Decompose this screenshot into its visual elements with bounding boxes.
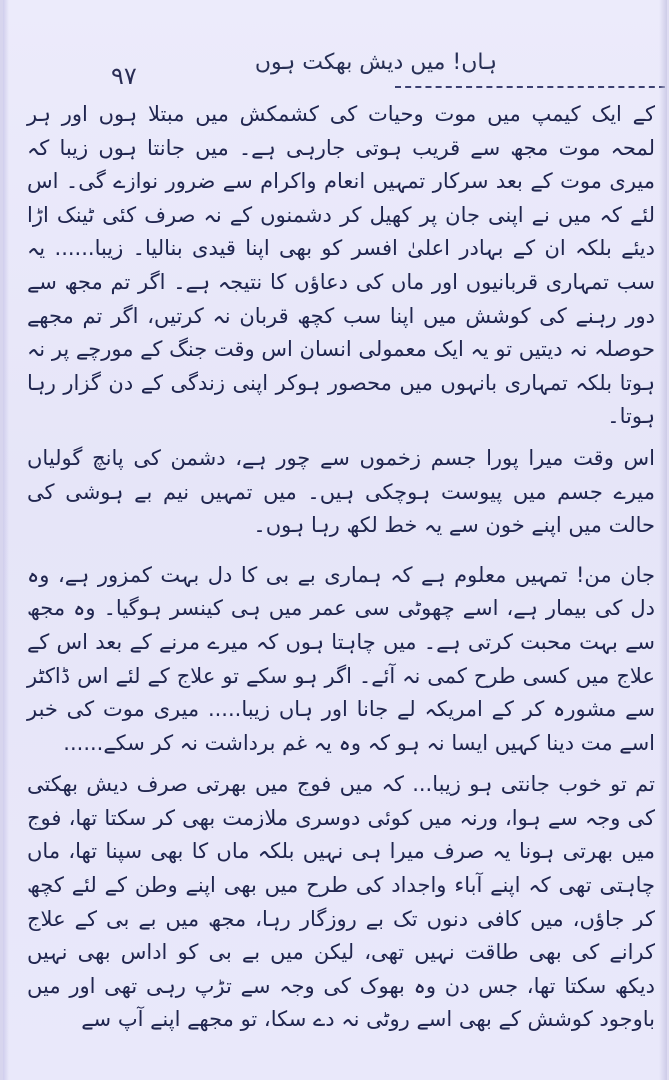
page-number: ٩٧ (111, 62, 137, 90)
paragraph-1: کے ایک کیمپ میں موت وحیات کی کشمکش میں مبتلا ہوں اور ہر لمحہ موت مجھ سے قریب ہوتی جارہی ہے۔ میں جانتا ہوں زیبا کہ میری موت کے بعد سرکار تمہیں انعام واکرام سے ضرور نوازے گی۔ اس لئے کہ میں نے اپنی جان پر کھیل کر دشمنوں کے نہ صرف کئی ٹینک اڑا دیئے بلکہ ان کے بہادر اعلیٰ افسر کو بھی اپنا قیدی بنالیا۔ زیبا...... یہ سب تمہاری قربانیوں اور ماں کی دعاؤں کا نتیجہ ہے۔ اگر تم مجھ سے دور رہنے کی کوشش میں اپنا سب کچھ قربان نہ کرتیں، اگر تم مجھے حوصلہ نہ دیتیں تو یہ ایک معمولی انسان اس وقت جنگ کے مورچے پر نہ ہوتا بلکہ تمہاری بانہوں میں محصور ہوکر اپنی زندگی کے دن گزار رہا ہوتا۔ (27, 102, 655, 429)
body-text (27, 98, 655, 1037)
running-title: ہاں! میں دیش بھکت ہوں (254, 50, 497, 75)
paragraph-2: اس وقت میرا پورا جسم زخموں سے چور ہے، دشمن کی پانچ گولیاں میرے جسم میں پیوست ہوچکی ہیں۔ میں تمہیں نیم بے ہوشی کی حالت میں اپنے خون سے یہ خط لکھ رہا ہوں۔ (27, 445, 655, 538)
paragraph-4: تم تو خوب جانتی ہو زیبا... کہ میں فوج میں بھرتی صرف دیش بھکتی کی وجہ سے ہوا، ورنہ میں کوئی دوسری ملازمت بھی کر سکتا تھا، فوج میں بھرتی ہونا یہ صرف میرا ہی نہیں بلکہ ماں کا بھی سپنا تھا، ماں چاہتی تھی کہ اپنے آباء واجداد کی طرح میں بھی اپنے وطن کے لئے کچھ کر جاؤں، میں کافی دنوں تک بے روزگار رہا، مجھ میں بے بی کے علاج کرانے کی بھی طاقت نہیں تھی، لیکن میں بے بی کو اداس بھی نہیں دیکھ سکتا تھا، جس دن وہ بھوک کی وجہ سے تڑپ رہی تھی اور میں باوجود کوشش کے بھی اسے روٹی نہ دے سکا، تو مجھے اپنے آپ سے (27, 772, 655, 1032)
page-right-edge (659, 0, 667, 1080)
page-left-edge (3, 0, 9, 1080)
paragraph-3: جان من! تمہیں معلوم ہے کہ ہماری بے بی کا دل بہت کمزور ہے، وہ دل کی بیمار ہے، اسے چھوٹی سی عمر میں ہی کینسر ہوگیا۔ وہ مجھ سے بہت محبت کرتی ہے۔ میں چاہتا ہوں کہ میرے مرنے کے بعد اس کے علاج میں کسی طرح کمی نہ آئے۔ اگر ہو سکے تو علاج کے لئے اس ڈاکٹر سے مشورہ کر کے امریکہ لے جانا اور ہاں زیبا..... میری موت کی خبر اسے مت دینا کہیں ایسا نہ ہو کہ وہ یہ غم برداشت نہ کر سکے...... (27, 562, 655, 755)
header-rule (395, 86, 665, 88)
